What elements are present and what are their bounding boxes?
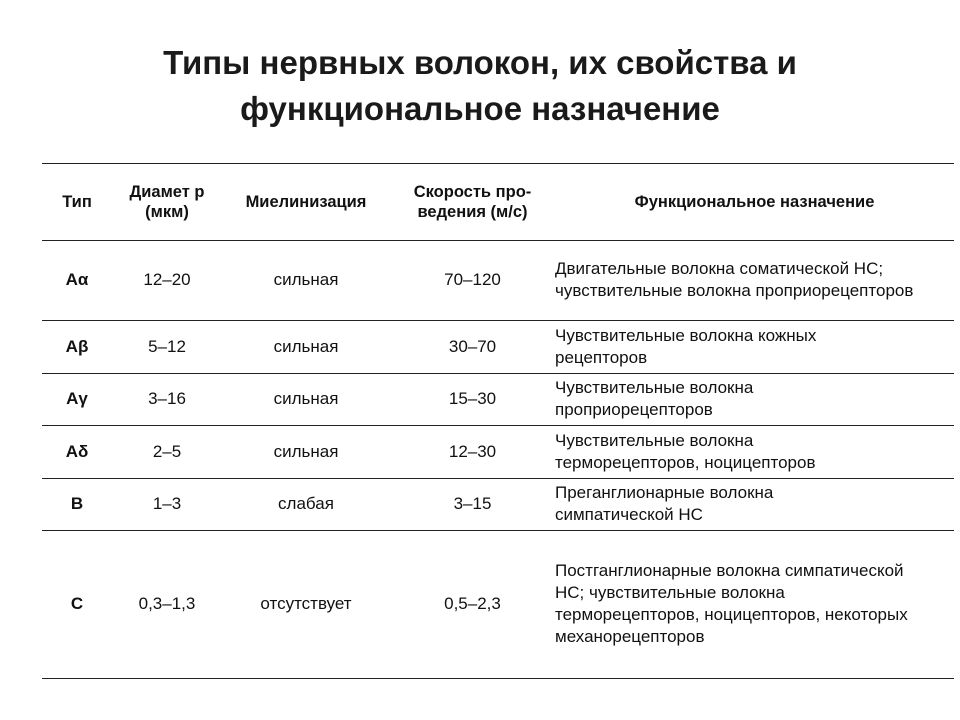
cell-myelination: сильная (273, 441, 339, 461)
cell-type: C (70, 594, 84, 613)
cell-speed: 30–70 (448, 336, 497, 356)
cell-myelination: сильная (273, 270, 339, 289)
title-line-1: Типы нервных волокон, их свойства и (163, 44, 797, 81)
header-myelination: Миелинизация (245, 192, 367, 211)
cell-type: Aδ (65, 441, 89, 461)
header-function: Функциональное назначение (634, 192, 875, 211)
cell-function-text: Чувствительные волокна кожных рецепторов (555, 325, 817, 367)
cell-diameter: 1–3 (152, 494, 182, 513)
cell-diameter: 12–20 (143, 270, 191, 289)
table-bottom-rule (42, 678, 954, 679)
cell-function-text: Постганглионарные волокна симпатической НС; чувствительные волокна терморецепторов, ноцицепторов, некоторых механорецепторов (555, 561, 908, 646)
cell-function-text: Чувствительные волокна терморецепторов, ноцицепторов (555, 430, 816, 472)
cell-function (555, 425, 954, 478)
cell-function-text: Двигательные волокна соматической НС; чувствительные волокна проприорецепторов (555, 259, 914, 300)
cell-speed: 12–30 (448, 441, 497, 461)
header-diameter-text: Диамет р (мкм) (129, 182, 205, 221)
cell-diameter: 3–16 (148, 389, 186, 408)
page-title (0, 40, 960, 132)
cell-function (555, 530, 954, 678)
title-line-2: функциональное назначение (240, 90, 720, 127)
header-speed-text: Скорость про-ведения (м/с) (413, 182, 532, 221)
cell-diameter: 2–5 (152, 441, 182, 461)
cell-function (555, 478, 954, 530)
header-speed (390, 163, 555, 240)
cell-myelination: сильная (273, 389, 339, 408)
cell-diameter: 0,3–1,3 (138, 594, 196, 613)
cell-type: Aγ (66, 389, 88, 408)
header-diameter (112, 163, 222, 240)
cell-function-text: Чувствительные волокна проприорецепторов (555, 378, 754, 419)
cell-function (555, 373, 954, 425)
header-type: Тип (62, 192, 92, 211)
cell-speed: 0,5–2,3 (444, 594, 501, 613)
cell-diameter: 5–12 (148, 336, 186, 356)
cell-myelination: слабая (278, 494, 334, 513)
cell-myelination: отсутствует (260, 594, 352, 613)
cell-type: Aα (65, 270, 89, 289)
cell-speed: 15–30 (448, 389, 497, 408)
cell-function (555, 240, 954, 320)
cell-function (555, 320, 954, 373)
cell-function-text: Преганглионарные волокна симпатической НС (555, 483, 774, 524)
cell-myelination: сильная (273, 336, 339, 356)
cell-type: B (70, 494, 84, 513)
cell-speed: 3–15 (453, 494, 492, 513)
cell-speed: 70–120 (444, 270, 501, 289)
cell-type: Aβ (65, 336, 89, 356)
